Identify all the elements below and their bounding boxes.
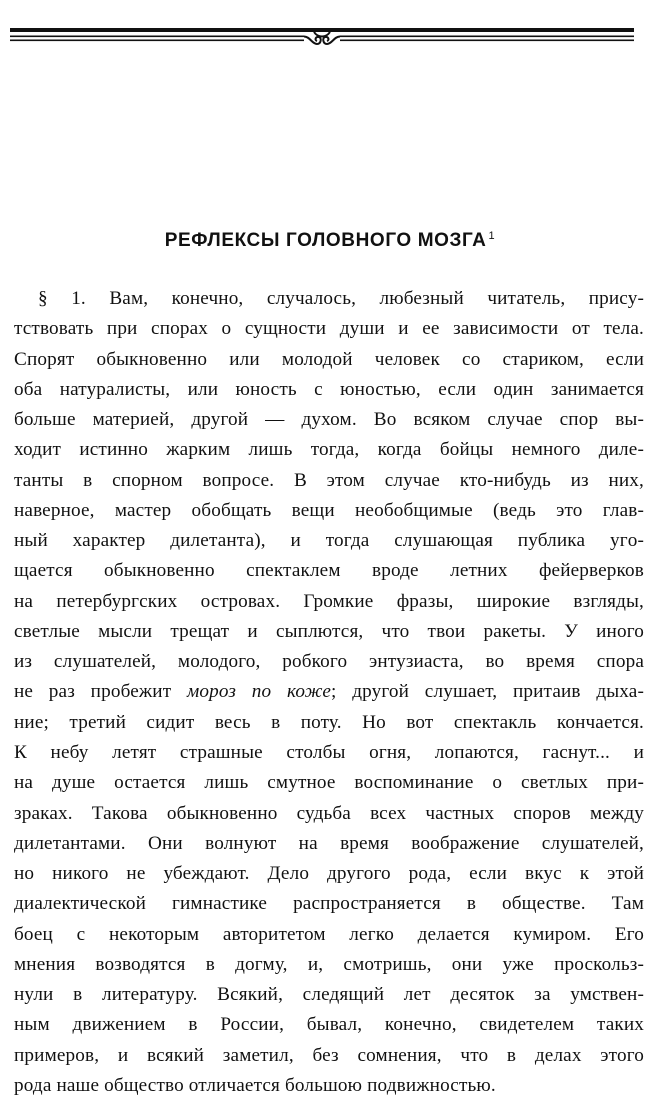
text-line: на душе остается лишь смутное воспоминание о светлых при- [14,772,644,794]
footnote-marker: 1 [488,230,496,242]
text-line: рода наше общество отличается большою подвижностью. [14,1074,496,1096]
text-line: светлые мысли трещат и сыплются, что твои ракеты. У иного [14,620,644,642]
text-line: примеров, и всякий заметил, без сомнения, что в делах этого [14,1044,644,1066]
text-line: танты в спорном вопросе. В этом случае кто-нибудь из них, [14,469,644,491]
header-rule-left-bottom [10,40,304,42]
header-rule-right-mid [340,36,634,38]
text-line: нули в литературу. Всякий, следящий лет десяток за умствен- [14,984,644,1006]
text-line: К небу летят страшные столбы огня, лопаются, гаснут... и [14,741,644,763]
header-rule-left-mid [10,36,304,38]
body-paragraph [14,284,644,1101]
italic-phrase: мороз по коже [187,681,332,703]
text-line: § 1. Вам, конечно, случалось, любезный читатель, прису- [38,288,644,309]
text-line: боец с некоторым авторитетом легко делается кумиром. Его [14,923,644,945]
text-line: мнения возводятся в догму, и, смотришь, они уже проскольз- [14,953,644,975]
chapter-title [0,230,660,252]
text-line-with-italic [14,677,644,707]
text-line: диалектической гимнастике распространяется в обществе. Там [14,893,644,915]
text-line: ние; третий сидит весь в поту. Но вот спектакль кончается. [14,711,644,733]
text-line: больше материей, другой — духом. Во всяком случае спор вы- [14,409,644,431]
header-rule-thick-top [10,28,634,32]
text-segment: не раз пробежит [14,681,187,703]
text-line: ным движением в России, бывал, конечно, свидетелем таких [14,1014,644,1036]
text-line: ходит истинно жарким лишь тогда, когда бойцы немного диле- [14,439,644,461]
text-segment: ; другой слушает, притаив дыха- [331,681,644,703]
header-ornament-icon [304,32,340,44]
ornamental-header-rule [10,16,634,56]
text-line: Спорят обыкновенно или молодой человек со стариком, если [14,348,644,370]
text-line: щается обыкновенно спектаклем вроде летних фейерверков [14,560,644,582]
text-line: из слушателей, молодого, робкого энтузиаста, во время спора [14,651,644,673]
text-line: зраках. Такова обыкновенно судьба всех частных споров между [14,802,644,824]
text-line: дилетантами. Они волнуют на время воображение слушателей, [14,832,644,854]
text-line: оба натуралисты, или юность с юностью, если один занимается [14,378,644,400]
text-line: на петербургских островах. Громкие фразы, широкие взгляды, [14,590,644,612]
header-rule-right-bottom [340,40,634,42]
text-line: наверное, мастер обобщать вещи необобщимые (ведь это глав- [14,499,644,521]
text-line: тствовать при спорах о сущности души и ее зависимости от тела. [14,318,644,340]
text-line: но никого не убеждают. Дело другого рода, если вкус к этой [14,863,644,885]
text-line: ный характер дилетанта), и тогда слушающая публика угo- [14,530,644,552]
chapter-title-text: РЕФЛЕКСЫ ГОЛОВНОГО МОЗГА [164,230,487,251]
